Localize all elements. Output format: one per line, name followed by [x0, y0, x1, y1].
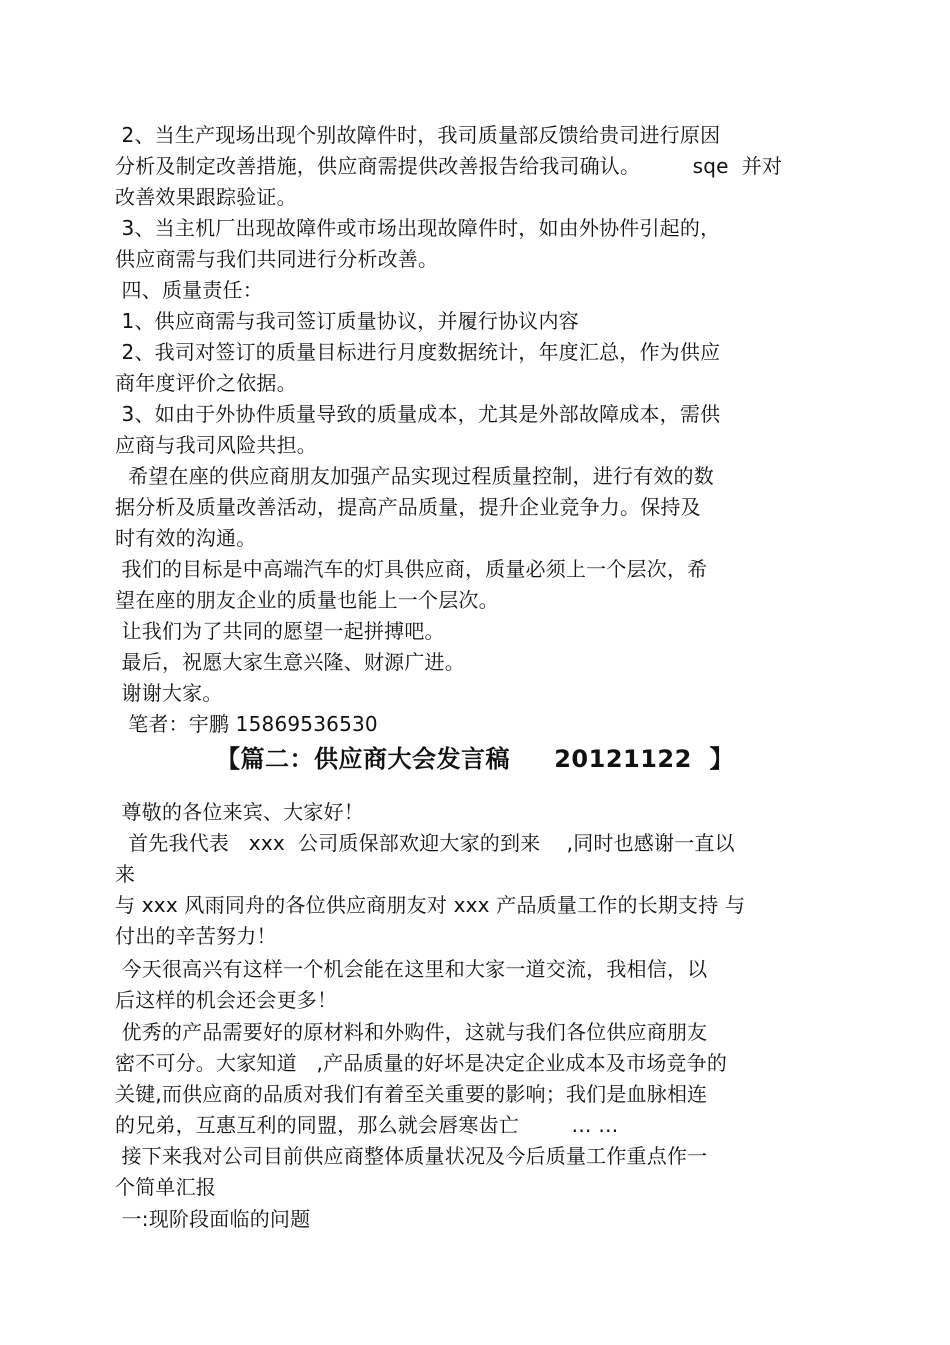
- text-line: 付出的辛苦努力！: [115, 924, 277, 948]
- text-line: 首先我代表 xxx 公司质保部欢迎大家的到来 ,同时也感谢一直以: [115, 831, 735, 855]
- text-line: 3、当主机厂出现故障件或市场出现故障件时，如由外协件引起的，: [115, 216, 721, 240]
- text-line: 后这样的机会还会更多！: [115, 988, 338, 1012]
- text-line: 今天很高兴有这样一个机会能在这里和大家一道交流，我相信，以: [115, 957, 708, 981]
- text-line: 尊敬的各位来宾、大家好！: [115, 800, 364, 824]
- text-line: 最后，祝愿大家生意兴隆、财源广进。: [115, 650, 465, 674]
- text-line: 谢谢大家。: [115, 681, 223, 705]
- text-line: 密不可分。大家知道 ,产品质量的好坏是决定企业成本及市场竞争的: [115, 1051, 728, 1075]
- text-line: 优秀的产品需要好的原材料和外购件，这就与我们各位供应商朋友: [115, 1020, 708, 1044]
- text-line: 分析及制定改善措施，供应商需提供改善报告给我司确认。 sqe 并对: [115, 154, 783, 178]
- text-line: 我们的目标是中高端汽车的灯具供应商，质量必须上一个层次，希: [115, 557, 708, 581]
- text-line: 来: [115, 862, 136, 886]
- text-line: 四、质量责任：: [115, 278, 263, 302]
- text-line: 应商与我司风险共担。: [115, 433, 317, 457]
- text-line: 的兄弟，互惠互利的同盟，那么就会唇寒齿亡 … …: [115, 1113, 619, 1137]
- text-line: 2、当生产现场出现个别故障件时，我司质量部反馈给贵司进行原因: [115, 123, 721, 147]
- author-line: 笔者：宇鹏 15869536530: [115, 712, 378, 736]
- text-line: 2、我司对签订的质量目标进行月度数据统计，年度汇总，作为供应: [115, 340, 721, 364]
- text-line: 望在座的朋友企业的质量也能上一个层次。: [115, 588, 499, 612]
- text-line: 让我们为了共同的愿望一起拼搏吧。: [115, 619, 445, 643]
- text-line: 一:现阶段面临的问题: [115, 1207, 311, 1231]
- text-line: 3、如由于外协件质量导致的质量成本，尤其是外部故障成本，需供: [115, 402, 721, 426]
- text-line: 据分析及质量改善活动，提高产品质量，提升企业竞争力。保持及: [115, 495, 701, 519]
- text-line: 关键,而供应商的品质对我们有着至关重要的影响；我们是血脉相连: [115, 1082, 708, 1106]
- text-line: 1、供应商需与我司签订质量协议，并履行协议内容: [115, 309, 579, 333]
- text-line: 与 xxx 风雨同舟的各位供应商朋友对 xxx 产品质量工作的长期支持 与: [115, 893, 746, 917]
- text-line: 时有效的沟通。: [115, 526, 257, 550]
- section-heading: 【篇二：供应商大会发言稿 20121122 】: [215, 745, 735, 773]
- text-line: 供应商需与我们共同进行分析改善。: [115, 247, 439, 271]
- text-line: 商年度评价之依据。: [115, 371, 297, 395]
- text-line: 接下来我对公司目前供应商整体质量状况及今后质量工作重点作一: [115, 1144, 708, 1168]
- text-line: 希望在座的供应商朋友加强产品实现过程质量控制，进行有效的数: [115, 464, 714, 488]
- text-line: 个简单汇报: [115, 1175, 216, 1199]
- text-line: 改善效果跟踪验证。: [115, 185, 297, 209]
